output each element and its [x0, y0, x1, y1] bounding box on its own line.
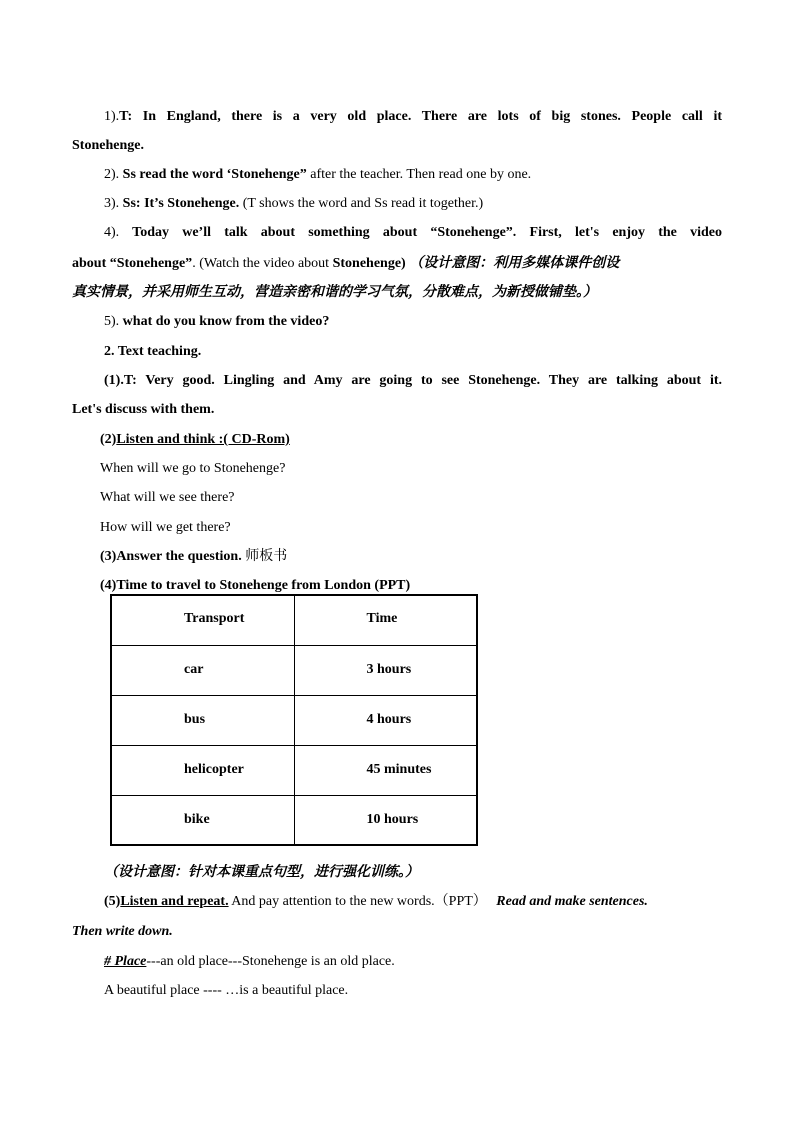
item-number: 2). — [104, 167, 120, 182]
section-heading: 2. Text teaching. — [104, 344, 202, 359]
design-note: （设计意图：利用多媒体课件创设 — [409, 255, 620, 271]
step-5: (5)Listen and repeat. And pay attention to the new words.（PPT） Read and make sentences. — [104, 894, 648, 909]
vocab-example: A beautiful place ---- …is a beautiful place. — [104, 983, 349, 998]
para-3 — [104, 195, 483, 213]
step-5-instruction: Read and make sentences. — [496, 894, 648, 909]
table-cell: 4 hours — [294, 695, 477, 745]
para-text: Today we’ll talk about something about “Stonehenge”. First, let's enjoy the video — [132, 225, 723, 240]
para-1-continuation: Stonehenge. — [72, 138, 144, 153]
item-number: 3). — [104, 196, 120, 211]
item-number: 1). — [104, 109, 120, 124]
para-text: after the teacher. Then read one by one. — [306, 167, 532, 182]
transport-time-table — [110, 594, 478, 846]
step-1: (1).T: Very good. Lingling and Amy are going to see Stonehenge. They are talking about it. — [104, 373, 722, 388]
table-cell: bike — [111, 795, 294, 845]
table-row — [111, 645, 477, 695]
table-cell: car — [111, 645, 294, 695]
step-5-continuation: Then write down. — [72, 924, 173, 939]
para-1 — [104, 108, 722, 126]
design-note-continuation: 真实情景，并采用师生互动，营造亲密和谐的学习气氛，分散难点，为新授做铺垫。） — [72, 284, 597, 300]
step-2: (2)Listen and think :( CD-Rom) — [100, 432, 290, 447]
vocab-place: # Place---an old place---Stonehenge is an old place. — [104, 954, 395, 969]
para-text: T: In England, there is a very old place. There are lots of big stones. People call it — [119, 109, 722, 124]
para-text: (T shows the word and Ss read it together.) — [239, 196, 484, 211]
question-2: What will we see there? — [100, 490, 235, 505]
vocab-word: # Place — [104, 954, 147, 969]
step-2-title: Listen and think :( CD-Rom) — [116, 432, 290, 447]
table-cell: 3 hours — [294, 645, 477, 695]
table-header-cell: Time — [294, 595, 477, 645]
item-number: 4). — [104, 225, 120, 240]
table-row — [111, 795, 477, 845]
table-header-row — [111, 595, 477, 645]
step-5-title: Listen and repeat. — [120, 894, 229, 909]
table-cell: helicopter — [111, 745, 294, 795]
question-1: When will we go to Stonehenge? — [100, 461, 286, 476]
para-2 — [104, 166, 531, 184]
para-5 — [104, 313, 329, 331]
question-3: How will we get there? — [100, 520, 231, 535]
step-3: (3)Answer the question. 师板书 — [100, 548, 288, 564]
board-note: 师板书 — [245, 548, 288, 564]
para-text: what do you know from the video? — [122, 314, 330, 329]
table-cell: 10 hours — [294, 795, 477, 845]
table-cell: 45 minutes — [294, 745, 477, 795]
design-note-2: （设计意图：针对本课重点句型，进行强化训练。） — [104, 864, 419, 880]
item-number: 5). — [104, 314, 120, 329]
table-header-cell: Transport — [111, 595, 294, 645]
para-4-continuation: about “Stonehenge”. (Watch the video about Stonehenge) （设计意图：利用多媒体课件创设 — [72, 255, 620, 271]
para-bold: Ss read the word ‘Stonehenge” — [122, 167, 307, 182]
table-cell: bus — [111, 695, 294, 745]
para-bold: Ss: It’s Stonehenge. — [122, 196, 240, 211]
step-4: (4)Time to travel to Stonehenge from London (PPT) — [100, 578, 411, 593]
table-row — [111, 695, 477, 745]
table-row — [111, 745, 477, 795]
para-4 — [104, 224, 722, 242]
step-1-continuation: Let's discuss with them. — [72, 402, 215, 417]
